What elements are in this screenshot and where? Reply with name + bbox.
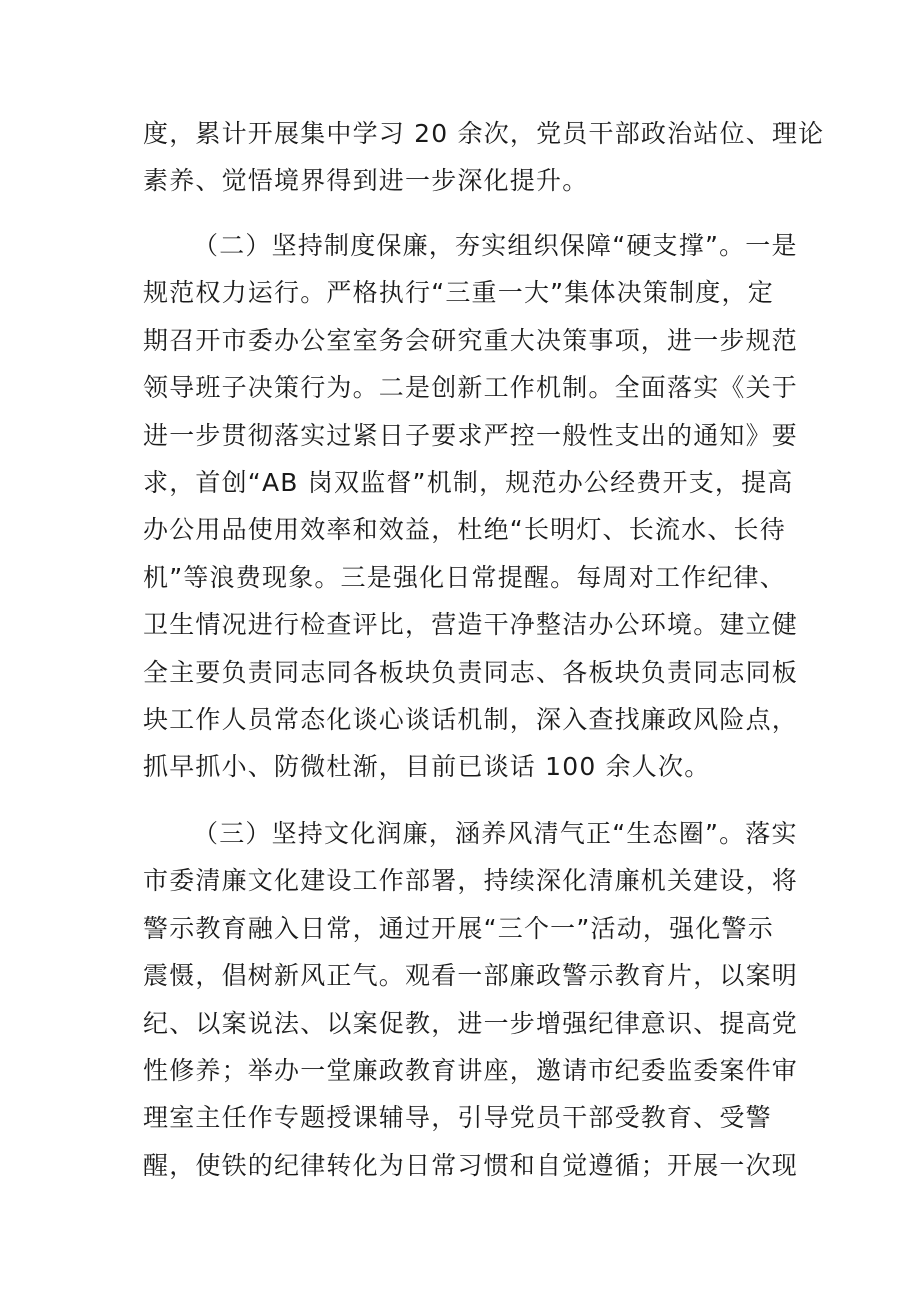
text-line: 抓早抓小、防微杜渐，目前已谈话 100 余人次。 <box>143 752 711 782</box>
text-line: 警示教育融入日常，通过开展“三个一”活动，强化警示 <box>143 913 774 943</box>
text-line: 素养、觉悟境界得到进一步深化提升。 <box>143 166 589 196</box>
text-line: 领导班子决策行为。二是创新工作机制。全面落实《关于 <box>143 373 799 403</box>
paragraph-system-guarantee <box>143 222 799 791</box>
text-line: （二）坚持制度保廉，夯实组织保障“硬支撑”。一是 <box>193 231 798 260</box>
text-line: 市委清廉文化建设工作部署，持续深化清廉机关建设，将 <box>143 866 799 896</box>
text-line: 卫生情况进行检查评比，营造干净整洁办公环境。建立健 <box>143 610 799 640</box>
text-line: 理室主任作专题授课辅导，引导党员干部受教育、受警 <box>143 1103 772 1133</box>
text-line: 求，首创“AB 岗双监督”机制，规范办公经费开支，提高 <box>143 467 794 497</box>
text-line: 性修养；举办一堂廉政教育讲座，邀请市纪委监委案件审 <box>143 1055 799 1085</box>
text-line: 块工作人员常态化谈心谈话机制，深入查找廉政风险点， <box>143 704 799 734</box>
text-line: 醒，使铁的纪律转化为日常习惯和自觉遵循；开展一次现 <box>143 1150 799 1180</box>
text-line: 纪、以案说法、以案促教，进一步增强纪律意识、提高党 <box>143 1008 799 1038</box>
text-line: 期召开市委办公室室务会研究重大决策事项，进一步规范 <box>143 325 799 355</box>
paragraph-culture-integrity <box>143 810 799 1189</box>
text-line: 度，累计开展集中学习 20 余次，党员干部政治站位、理论 <box>143 119 825 148</box>
text-line: （三）坚持文化润廉，涵养风清气正“生态圈”。落实 <box>193 819 798 848</box>
text-line: 规范权力运行。严格执行“三重一大”集体决策制度，定 <box>143 278 774 308</box>
text-line: 办公用品使用效率和效益，杜绝“长明灯、长流水、长待 <box>143 515 786 545</box>
text-line: 震慑，倡树新风正气。观看一部廉政警示教育片，以案明 <box>143 961 799 991</box>
text-line: 进一步贯彻落实过紧日子要求严控一般性支出的通知》要 <box>143 420 799 450</box>
text-line: 机”等浪费现象。三是强化日常提醒。每周对工作纪律、 <box>143 562 786 592</box>
text-line: 全主要负责同志同各板块负责同志、各板块负责同志同板 <box>143 657 799 687</box>
paragraph-study-summary <box>143 110 825 205</box>
